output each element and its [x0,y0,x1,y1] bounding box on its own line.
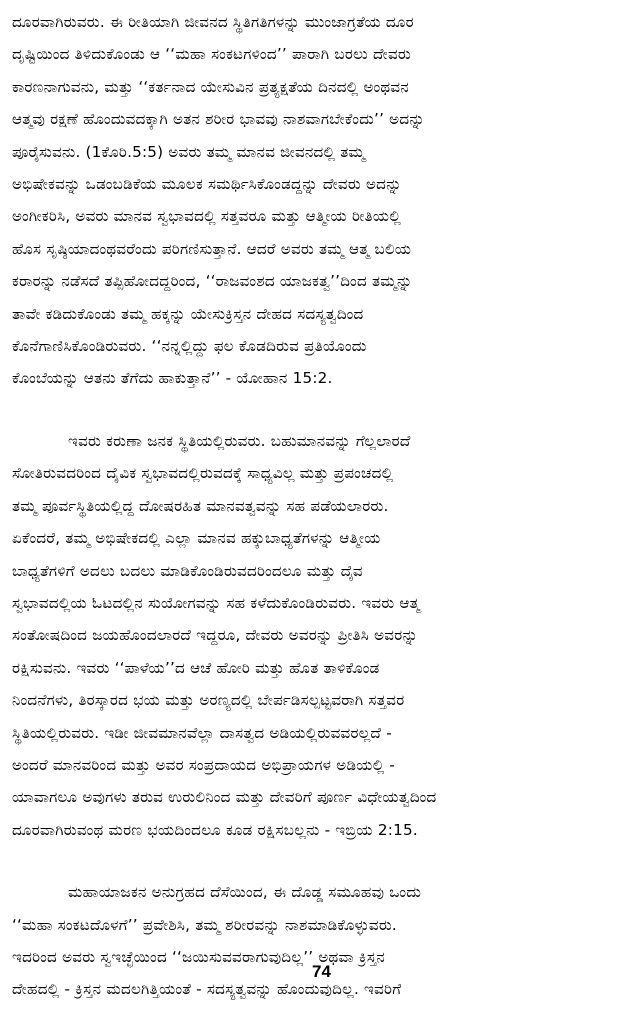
text-line: ನಿಂದನೆಗಳು, ತಿರಸ್ಕಾರದ ಭಯ ಮತ್ತು ಅರಣ್ಯದಲ್ಲಿ ಬೇರ್ಪಡಿಸಲ್ಪಟ್ಟವರಾಗಿ ಸತ್ತವರ [12,691,405,710]
text-line: ಅಂಗೀಕರಿಸಿ, ಅವರು ಮಾನವ ಸ್ವಭಾವದಲ್ಲಿ ಸತ್ತವರೂ ಮತ್ತು ಆತ್ಮೀಯ ರೀತಿಯಲ್ಲಿ [12,207,402,226]
text-line: ಇದರಿಂದ ಅವರು ಸ್ವಇಚ್ಛೆಯಿಂದ ‘‘ಜಯಿಸುವವರಾಗುವುದಿಲ್ಲ’’ ಅಥವಾ ಕ್ರಿಸ್ತನ [12,947,386,966]
text-line: ದೂರವಾಗಿರುವರು. ಈ ರೀತಿಯಾಗಿ ಜೀವನದ ಸ್ಥಿತಿಗತಿಗಳನ್ನು ಮುಂಜಾಗ್ರತೆಯ ದೂರ [12,13,414,31]
text-line: ದೇಹದಲ್ಲಿ - ಕ್ರಿಸ್ತನ ಮದಲಗಿತ್ತಿಯಂತೆ - ಸದಸ್ಯತ್ವವನ್ನು ಹೊಂದುವುದಿಲ್ಲ. ಇವರಿಗೆ [12,980,402,999]
text-line: ಕೊಂಬೆಯನ್ನು ಆತನು ತೆಗೆದು ಹಾಕುತ್ತಾನೆ’’ - ಯೋಹಾನ 15:2. [12,369,333,388]
text-line: ಸೋತಿರುವದರಿಂದ ದೈವಿಕ ಸ್ವಭಾವದಲ್ಲಿರುವದಕ್ಕೆ ಸಾಧ್ಯವಿಲ್ಲ ಮತ್ತು ಪ್ರಪಂಚದಲ್ಲಿ [12,464,394,483]
text-line: ಆತ್ಮವು ರಕ್ಷಣೆ ಹೊಂದುವದಕ್ಕಾಗಿ ಅತನ ಶರೀರ ಭಾವವು ನಾಶವಾಗಬೇಕೆಂದು’’ ಅದನ್ನು [12,110,425,129]
text-line: ಕಾರಣನಾಗುವನು, ಮತ್ತು ‘‘ಕರ್ತನಾದ ಯೇಸುವಿನ ಪ್ರತ್ಯಕ್ಷತೆಯ ದಿನದಲ್ಲಿ ಅಂಥವನ [12,77,409,96]
page-number: 74 [312,962,331,981]
text-line: ಸ್ವಭಾವದಲ್ಲಿಯ ಓಟದಲ್ಲಿನ ಸುಯೋಗವನ್ನು ಸಹ ಕಳೆದುಕೊಂಡಿರುವರು. ಇವರು ಆತ್ಮ [12,593,420,612]
text-line: ಸ್ಥಿತಿಯಲ್ಲಿರುವರು. ಇಡೀ ಜೀವಮಾನವೆಲ್ಲಾ ದಾಸತ್ವದ ಅಡಿಯಲ್ಲಿರುವವರಲ್ಲದೆ - [12,723,392,742]
paragraph-3 [12,876,633,1006]
text-line: ಪೂರೈಸುವನು. (1ಕೊರಿ.5:5) ಅವರು ತಮ್ಮ ಮಾನವ ಜೀವನದಲ್ಲಿ ತಮ್ಮ [12,142,366,161]
text-line: ‘‘ಮಹಾ ಸಂಕಟದೊಳಗೆ’’ ಪ್ರವೇಶಿಸಿ, ತಮ್ಮ ಶರೀರವನ್ನು ನಾಶಮಾಡಿಕೊಳ್ಳುವರು. [12,915,397,934]
text-line: ಕರಾರನ್ನು ನಡೆಸದೆ ತಪ್ಪಿಹೋದದ್ದರಿಂದ, ‘‘ರಾಜವಂಶದ ಯಾಜಕತ್ವ’’ದಿಂದ ತಮ್ಮನ್ನು [12,272,413,291]
text-line: ಮಹಾಯಾಜಕನ ಅನುಗ್ರಹದ ದೆಸೆಯಿಂದ, ಈ ದೊಡ್ಡ ಸಮೂಹವು ಒಂದು [68,883,422,902]
text-line: ಬಾಧ್ಯತೆಗಳಿಗೆ ಅದಲು ಬದಲು ಮಾಡಿಕೊಂಡಿರುವದರಿಂದಲೂ ಮತ್ತು ದೈವ [12,561,363,580]
paragraph-1 [12,6,633,395]
paragraph-gap [12,395,633,425]
text-line: ಇವರು ಕರುಣಾ ಜನಕ ಸ್ಥಿತಿಯಲ್ಲಿರುವರು. ಬಹುಮಾನವನ್ನು ಗೆಲ್ಲಲಾರದೆ [68,431,411,450]
text-line: ದೃಷ್ಟಿಯಿಂದ ತಿಳಿದುಕೊಂಡು ಆ ‘‘ಮಹಾ ಸಂಕಟಗಳಿಂದ’’ ಪಾರಾಗಿ ಬರಲು ದೇವರು [12,45,411,64]
text-line: ರಕ್ಷಿಸುವನು. ಇವರು ‘‘ಪಾಳೆಯ’’ದ ಆಚೆ ಹೋರಿ ಮತ್ತು ಹೊತ ತಾಳಿಕೊಂಡ [12,658,380,677]
text-line: ಏಕೆಂದರೆ, ತಮ್ಮ ಅಭಿಷೇಕದಲ್ಲಿ ಎಲ್ಲಾ ಮಾನವ ಹಕ್ಕುಬಾಧ್ಯತೆಗಳನ್ನು ಆತ್ಮೀಯ [12,529,381,548]
text-line: ಅಂದರೆ ಮಾನವರಿಂದ ಮತ್ತು ಅವರ ಸಂಪ್ರದಾಯದ ಅಭಿಪ್ರಾಯಗಳ ಅಡಿಯಲ್ಲಿ - [12,755,396,774]
text-line: ಕೊನೆಗಾಣಿಸಿಕೊಂಡಿರುವರು. ‘‘ನನ್ನಲ್ಲಿದ್ದು ಫಲ ಕೊಡದಿರುವ ಪ್ರತಿಯೊಂದು [12,337,367,356]
text-line: ಹೊಸ ಸೃಷ್ಠಿಯಾದಂಥವರೆಂದು ಪರಿಗಣಿಸುತ್ತಾನೆ. ಆದರೆ ಅವರು ತಮ್ಮ ಆತ್ಮ ಬಲಿಯ [12,239,412,258]
text-line: ದೂರವಾಗಿರುವಂಥ ಮರಣ ಭಯದಿಂದಲೂ ಕೂಡ ರಕ್ಷಿಸಬಲ್ಲನು - ಇಬ್ರಿಯ 2:15. [12,820,418,839]
text-line: ಸಂತೋಷದಿಂದ ಜಯಹೊಂದಲಾರದೆ ಇದ್ದರೂ, ದೇವರು ಅವರನ್ನು ಪ್ರೀತಿಸಿ ಅವರನ್ನು [12,626,418,645]
paragraph-gap [12,846,633,876]
paragraph-2 [12,425,633,846]
text-line: ಅಭಿಷೇಕವನ್ನು ಒಡಂಬಡಿಕೆಯ ಮೂಲಕ ಸಮರ್ಥಿಸಿಕೊಂಡದ್ದನ್ನು ದೇವರು ಅದನ್ನು [12,175,402,194]
text-line: ಯಾವಾಗಲೂ ಅವುಗಳು ತರುವ ಉರುಲಿನಿಂದ ಮತ್ತು ದೇವರಿಗೆ ಪೂರ್ಣ ವಿಧೇಯತ್ವದಿಂದ [12,788,437,807]
text-line: ತಮ್ಮ ಪೂರ್ವಸ್ಥಿತಿಯಲ್ಲಿದ್ದ ದೋಷರಹಿತ ಮಾನವತ್ವವನ್ನು ಸಹ ಪಡೆಯಲಾರರು. [12,496,389,515]
text-line: ತಾವೇ ಕಡಿದುಕೊಂಡು ತಮ್ಮ ಹಕ್ಕನ್ನು ಯೇಸುಕ್ರಿಸ್ತನ ದೇಹದ ಸದಸ್ಯತ್ವದಿಂದ [12,304,364,323]
